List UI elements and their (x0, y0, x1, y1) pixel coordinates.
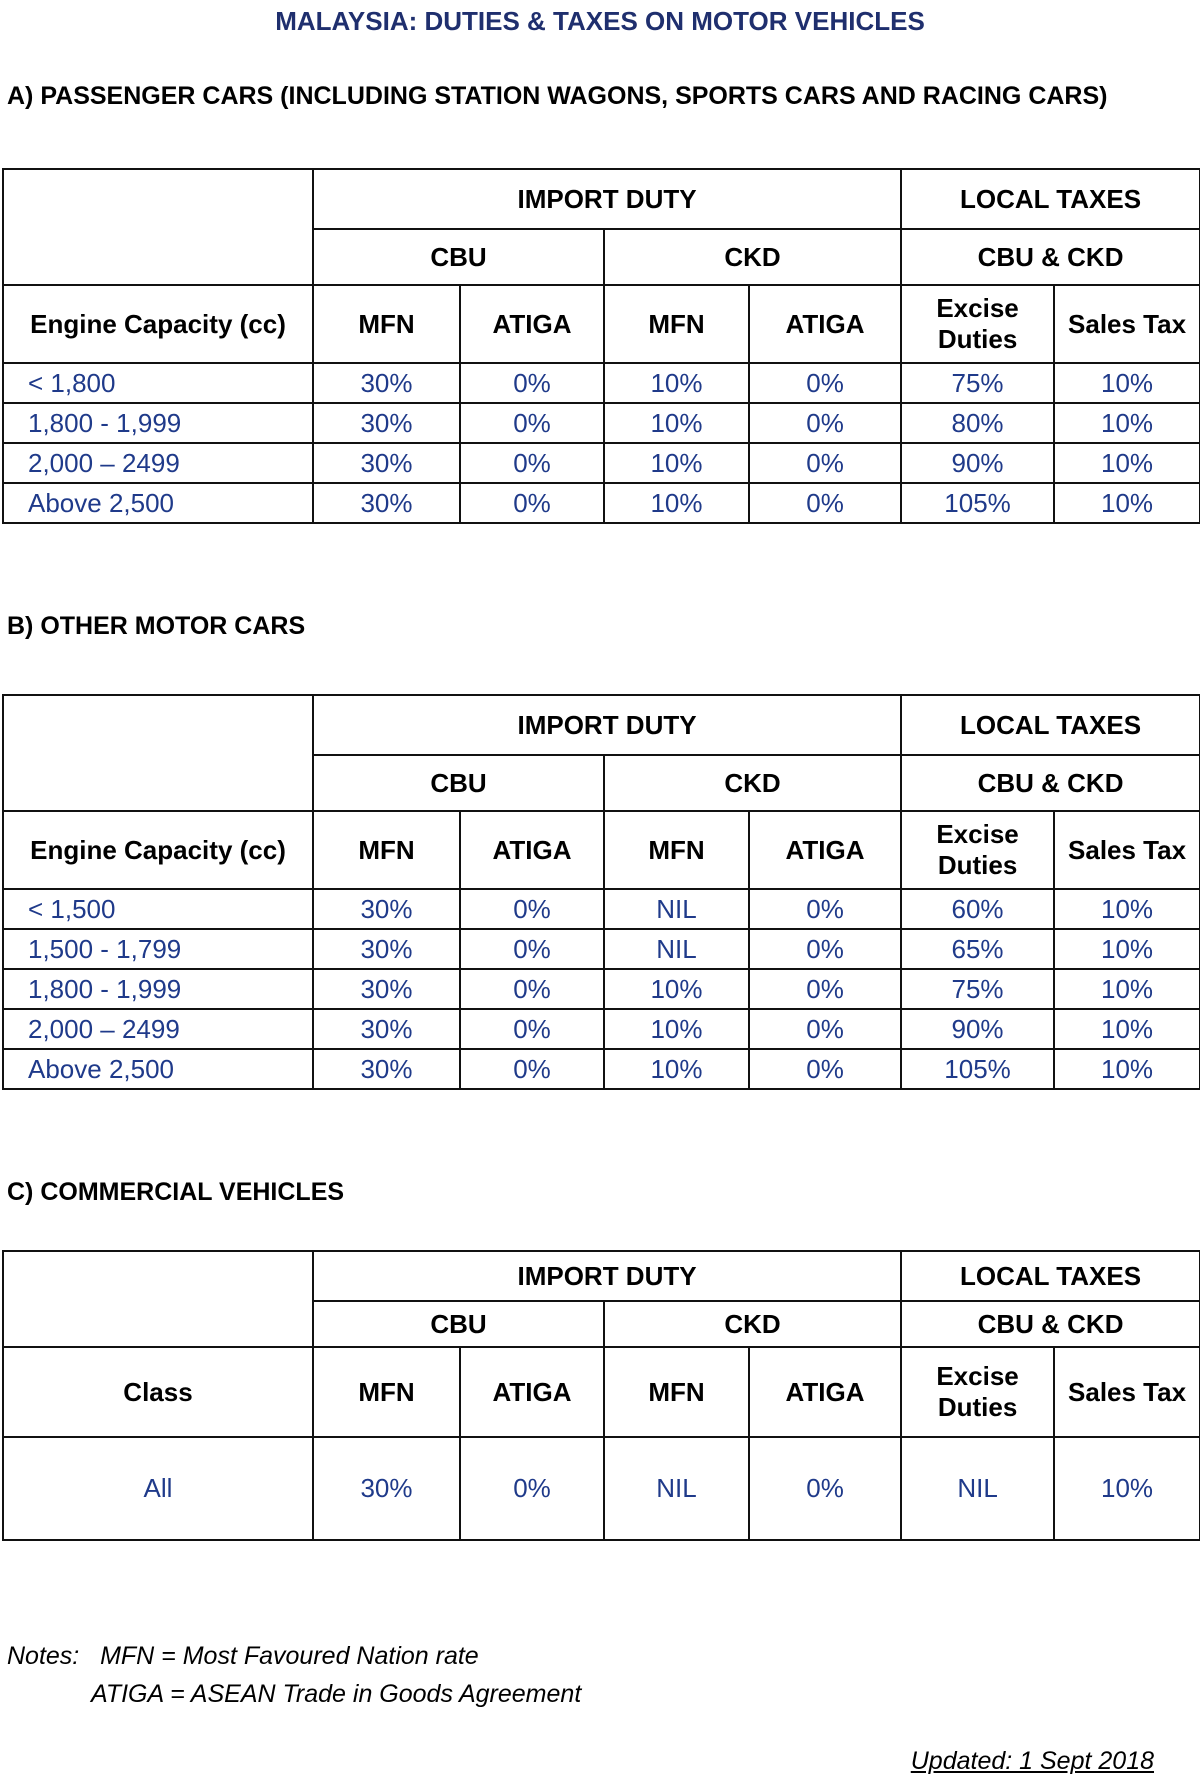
empty-corner (3, 169, 313, 285)
class-header: Class (3, 1347, 313, 1437)
section-a-title: A) PASSENGER CARS (INCLUDING STATION WAGONS, SPORTS CARS AND RACING CARS) (7, 82, 1108, 110)
import-duty-header: IMPORT DUTY (313, 169, 901, 229)
cbu-mfn-header: MFN (313, 1347, 460, 1437)
notes (7, 1637, 581, 1713)
cbu-header: CBU (313, 755, 604, 811)
table-row: 2,000 – 2499 30% 0% 10% 0% 90% 10% (3, 443, 1200, 483)
table-row: 1,800 - 1,999 30% 0% 10% 0% 80% 10% (3, 403, 1200, 443)
ckd-header: CKD (604, 229, 901, 285)
ckd-mfn-header: MFN (604, 285, 749, 363)
sales-tax-header: Sales Tax (1054, 811, 1200, 889)
cbu-ckd-header: CBU & CKD (901, 755, 1200, 811)
passenger-cars-table (2, 168, 1200, 524)
empty-corner (3, 1251, 313, 1347)
cbu-ckd-header: CBU & CKD (901, 1301, 1200, 1347)
ckd-atiga-header: ATIGA (749, 1347, 901, 1437)
table-row: All 30% 0% NIL 0% NIL 10% (3, 1437, 1200, 1540)
table-row: 2,000 – 2499 30% 0% 10% 0% 90% 10% (3, 1009, 1200, 1049)
cbu-atiga-header: ATIGA (460, 811, 604, 889)
empty-corner (3, 695, 313, 811)
excise-duties-header: Excise Duties (901, 1347, 1054, 1437)
cbu-atiga-header: ATIGA (460, 1347, 604, 1437)
ckd-mfn-header: MFN (604, 811, 749, 889)
ckd-atiga-header: ATIGA (749, 811, 901, 889)
commercial-vehicles-table (2, 1250, 1200, 1541)
other-motor-cars-table (2, 694, 1200, 1090)
table-row: Above 2,500 30% 0% 10% 0% 105% 10% (3, 1049, 1200, 1089)
local-taxes-header: LOCAL TAXES (901, 1251, 1200, 1301)
cbu-header: CBU (313, 229, 604, 285)
table-row: 1,800 - 1,999 30% 0% 10% 0% 75% 10% (3, 969, 1200, 1009)
ckd-header: CKD (604, 1301, 901, 1347)
sales-tax-header: Sales Tax (1054, 285, 1200, 363)
import-duty-header: IMPORT DUTY (313, 695, 901, 755)
notes-line-2: ATIGA = ASEAN Trade in Goods Agreement (91, 1680, 582, 1708)
excise-duties-header: Excise Duties (901, 285, 1054, 363)
local-taxes-header: LOCAL TAXES (901, 695, 1200, 755)
table-row: 1,500 - 1,799 30% 0% NIL 0% 65% 10% (3, 929, 1200, 969)
table-row: < 1,800 30% 0% 10% 0% 75% 10% (3, 363, 1200, 403)
table-row: Above 2,500 30% 0% 10% 0% 105% 10% (3, 483, 1200, 523)
page-title: MALAYSIA: DUTIES & TAXES ON MOTOR VEHICLES (275, 6, 925, 36)
engine-capacity-header: Engine Capacity (cc) (3, 811, 313, 889)
table-row: < 1,500 30% 0% NIL 0% 60% 10% (3, 889, 1200, 929)
ckd-mfn-header: MFN (604, 1347, 749, 1437)
notes-line-1: Notes: MFN = Most Favoured Nation rate (7, 1642, 479, 1670)
ckd-header: CKD (604, 755, 901, 811)
excise-duties-header: Excise Duties (901, 811, 1054, 889)
cbu-mfn-header: MFN (313, 285, 460, 363)
cbu-mfn-header: MFN (313, 811, 460, 889)
section-c-title: C) COMMERCIAL VEHICLES (7, 1178, 345, 1206)
local-taxes-header: LOCAL TAXES (901, 169, 1200, 229)
engine-capacity-header: Engine Capacity (cc) (3, 285, 313, 363)
updated-date: Updated: 1 Sept 2018 (910, 1747, 1154, 1775)
cbu-atiga-header: ATIGA (460, 285, 604, 363)
sales-tax-header: Sales Tax (1054, 1347, 1200, 1437)
cbu-header: CBU (313, 1301, 604, 1347)
cbu-ckd-header: CBU & CKD (901, 229, 1200, 285)
ckd-atiga-header: ATIGA (749, 285, 901, 363)
section-b-title: B) OTHER MOTOR CARS (7, 612, 306, 640)
import-duty-header: IMPORT DUTY (313, 1251, 901, 1301)
